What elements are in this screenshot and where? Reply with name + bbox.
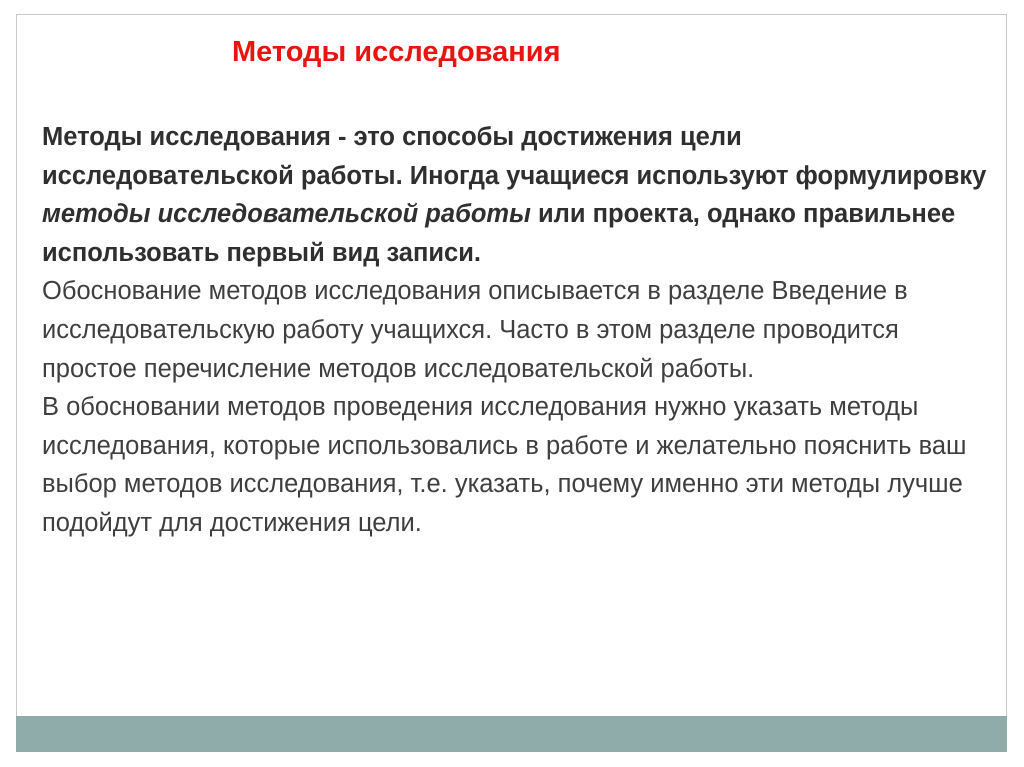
- slide-body: [42, 118, 992, 543]
- footer-bar: [16, 716, 1007, 752]
- slide-title: Методы исследования: [232, 36, 561, 68]
- definition-emphasis: методы исследовательской работы: [42, 200, 531, 229]
- definition-paragraph: [42, 118, 992, 272]
- methods-paragraph: В обосновании методов проведения исследования нужно указать методы исследования, которые использовались в работе и желательно пояснить ваш выбор методов исследования, т.е. указать, почему именно эти методы лучше подойдут для достижения цели.: [42, 393, 967, 537]
- justification-paragraph: Обоснование методов исследования описывается в разделе Введение в исследовательскую работу учащихся. Часто в этом разделе проводится простое перечисление методов исследовательской работы.: [42, 277, 908, 383]
- definition-text-2: или проекта, однако правильнее использовать первый вид записи.: [42, 200, 956, 267]
- definition-text-1: Методы исследования - это способы достижения цели исследовательской работы. Иногда учащиеся используют формулировку: [42, 123, 987, 190]
